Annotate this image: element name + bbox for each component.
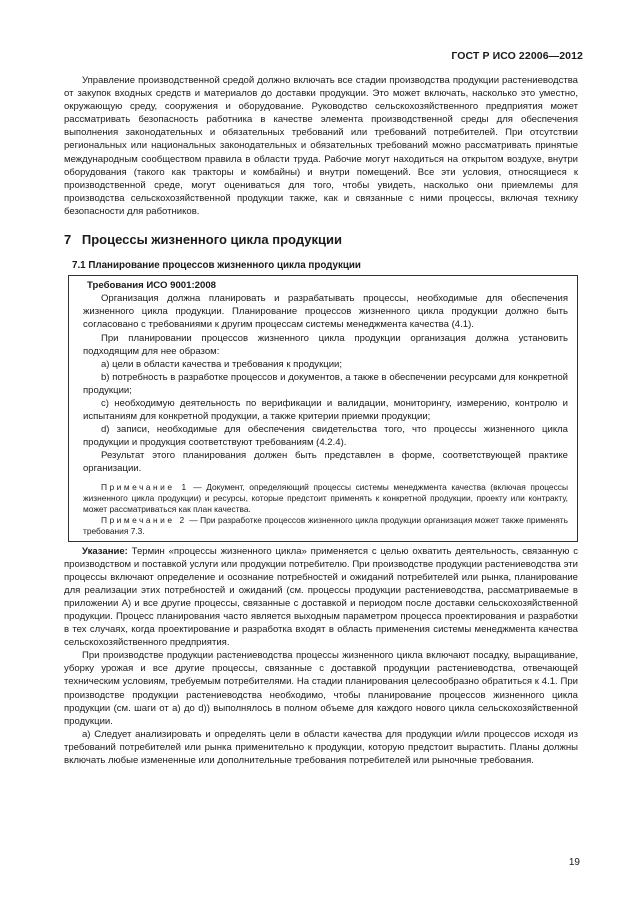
notes-block [83,482,568,537]
note-2-label: Примечание 2 [101,514,187,525]
requirements-item-b: b) потребность в разработке процессов и документов, а также в обеспечении ресурсами для конкретной продукции; [83,371,568,396]
page-number: 19 [568,857,580,868]
note-1-label: Примечание 1 [101,481,189,492]
guidance-text: Термин «процессы жизненного цикла» применяется с целью охватить деятельность, связанную с производством и поставкой услуги или продукции потребителю. При производстве продукции растениеводства эти процессы включают определение и осознание потребностей и ожиданий потребителей или рынка, планирование для реализации этих потребностей и ожиданий (см. процессы продукции растениеводства, рассматриваемые в приложении А) и все другие процессы, связанные с доставкой и периодом после доставки сельскохозяйственной продукции. Процесс планирования часто является выходным параметром процесса проектирования и разработки в тех случаях, когда проектирование и разработка входят в область применения системы менеджмента качества сельскохозяйственного предприятия. [64,545,578,649]
requirements-item-c: c) необходимую деятельность по верификации и валидации, мониторингу, измерению, контролю и испытаниям для конкретной продукции, а также критерии приемки продукции; [83,397,568,423]
guidance-paragraph [64,545,578,650]
note-1 [83,482,568,515]
intro-paragraph: Управление производственной средой должно включать все стадии производства продукции растениеводства от закупок входных средств и материалов до доставки продукции. Это может включать, насколько это уместно, окружающую среду, сооружения и оборудование. Руководство сельскохозяйственного предприятия может рассматривать безопасность работника в качестве элемента производственной среды для обеспечения выполнения законодательных и обязательных требований или требований потребителей. При отсутствии региональных или национальных законодательных и обязательных требований можно рассматривать принятые международным сообществом правила в области труда. Рабочие могут находиться на открытом воздухе, внутри оборудования (такого как тракторы и комбайны) и внутри помещений. Все эти условия, относящиеся к производственной среде, могут оцениваться для того, чтобы увидеть, насколько они приемлемы для производства сельскохозяйственной продукции также, как и связанные с ними процессы, включая технику безопасности для работников. [64,75,578,217]
note-2 [83,515,568,537]
section-heading [64,232,578,248]
guidance-paragraph-3: a) Следует анализировать и определять цели в области качества для продукции и/или процессов исходя из требований потребителей или рынка применительно к продукции, которую предстоит вырастить. Планы должны включать любые измененные или дополнительные требования потребителей или рыночные требования. [64,728,578,767]
subsection-heading: 7.1 Планирование процессов жизненного цикла продукции [72,260,361,272]
note-2-text: — При разработке процессов жизненного цикла продукции организация может также применять требования 7.3. [83,514,569,536]
standard-header: ГОСТ Р ИСО 22006—2012 [451,50,583,62]
requirements-paragraph-3: Результат этого планирования должен быть представлен в форме, соответствующей практике организации. [83,450,568,475]
guidance-paragraph-2: При производстве продукции растениеводства процессы жизненного цикла включают посадку, выращивание, уборку урожая и все другие процессы, связанные с доставкой продукции растениеводства, отвечающей техническим условиям, требуемым потребителями. На стадии планирования целесообразно обратиться к 4.1. При производстве продукции растениеводства необходимо, чтобы планирование процессов жизненного цикла продукции (см. шаги от a) до d)) выполнялось в полном объеме для каждого нового цикла сельскохозяйственной продукции. [64,650,578,727]
section-title: Процессы жизненного цикла продукции [81,232,342,248]
section-number: 7 [64,232,72,248]
requirements-paragraph-2: При планировании процессов жизненного цикла продукции организация должна установить подходящим для нее образом: [83,332,568,357]
requirements-title: Требования ИСО 9001:2008 [87,280,217,292]
requirements-item-d: d) записи, необходимые для обеспечения свидетельства того, что процессы жизненного цикла продукции и продукция соответствуют требованиям (4.2.4). [83,424,568,449]
guidance-label: Указание: [82,545,128,557]
page-content [64,74,578,767]
requirements-box [68,275,578,541]
note-1-text: — Документ, определяющий процессы системы менеджмента качества (включая процессы жизненного цикла продукции) и ресурсы, которые предстоит применять к конкретной продукции, проекту или контракту, может рассматриваться как план качества. [83,481,568,514]
requirements-item-a: a) цели в области качества и требования к продукции; [101,358,343,370]
requirements-paragraph-1: Организация должна планировать и разрабатывать процессы, необходимые для обеспечения жизненного цикла продукции. Планирование процессов жизненного цикла продукции должно быть согласовано с требованиями к другим процессам системы менеджмента качества (4.1). [83,293,568,331]
